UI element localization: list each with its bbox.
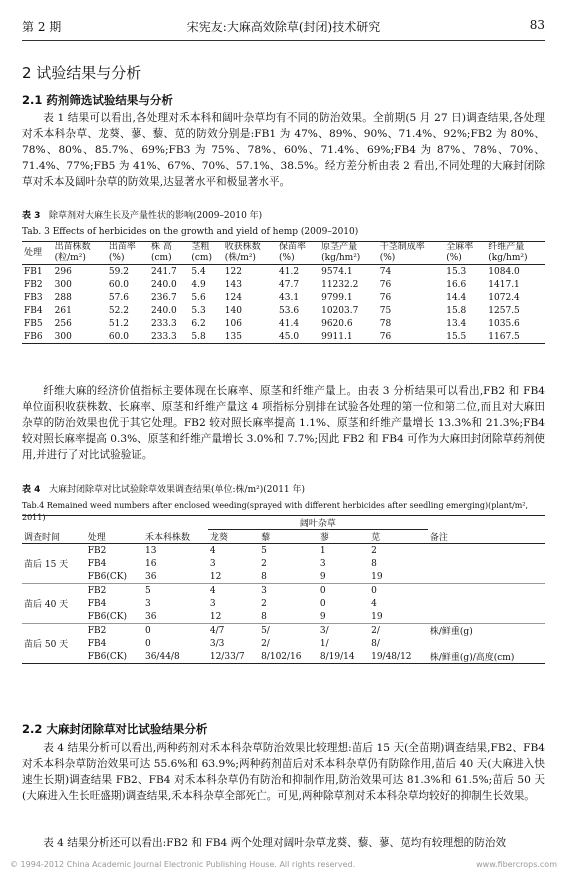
table4-cell: 2/ bbox=[261, 638, 270, 649]
table3-cell: 41.4 bbox=[279, 318, 300, 329]
table3-cell: 78 bbox=[379, 318, 392, 329]
issue-label: 第 2 期 bbox=[22, 20, 62, 34]
table4-cell bbox=[428, 570, 545, 584]
table3-cell: 59.2 bbox=[108, 266, 129, 277]
table3-col-header-label: 株 高 bbox=[151, 242, 172, 252]
table4-col-header: 备注 bbox=[429, 532, 448, 543]
table4-cell: 8/ bbox=[371, 638, 380, 649]
table4-cell: 19 bbox=[371, 611, 383, 622]
table4-col-header: 藜 bbox=[261, 533, 271, 543]
table3-cell: 5.6 bbox=[191, 292, 206, 303]
table3-cell: 106 bbox=[224, 318, 242, 329]
table4-cell: 19 bbox=[371, 571, 383, 582]
table4-cell: 4 bbox=[371, 598, 377, 609]
table3-col-header bbox=[149, 242, 189, 265]
table3-cell: 1035.6 bbox=[488, 318, 520, 329]
table4-caption-cn bbox=[22, 484, 545, 496]
table4-cell: 3 bbox=[144, 598, 151, 609]
copyright-footer bbox=[10, 860, 557, 869]
table3-title: 除草剂对大麻生长及产量性状的影响(2009–2010 年) bbox=[49, 211, 263, 221]
table4-cell: 2 bbox=[261, 598, 267, 609]
table3-cell: 296 bbox=[54, 266, 72, 277]
table4-cell: 16 bbox=[144, 558, 157, 569]
table-row bbox=[22, 265, 545, 279]
table4-cell: FB2 bbox=[87, 545, 107, 556]
table3-cell: 74 bbox=[379, 266, 392, 277]
table3-cell: 9574.1 bbox=[321, 266, 353, 277]
table4-cell: 12 bbox=[209, 571, 222, 582]
table4-cell: FB4 bbox=[87, 558, 107, 569]
copyright-text: © 1994-2012 China Academic Journal Electronic Publishing House. All rights reserved. bbox=[10, 860, 356, 869]
table3-header-row bbox=[22, 242, 545, 265]
table4-cell: 3 bbox=[209, 598, 216, 609]
table4-col-header: 处理 bbox=[87, 532, 106, 543]
table4-cell: FB6(CK) bbox=[87, 611, 127, 622]
table3-cell: 45.0 bbox=[279, 331, 300, 342]
table4-cell: FB6(CK) bbox=[87, 651, 127, 662]
table3-cell: 1257.5 bbox=[488, 305, 520, 316]
table4-cell: 36 bbox=[144, 571, 157, 582]
table3-col-header bbox=[53, 242, 107, 265]
table3-cell: 5.3 bbox=[191, 305, 206, 316]
table3-cell: 57.6 bbox=[108, 292, 129, 303]
table3-cell: FB5 bbox=[24, 318, 43, 329]
table3-cell: 256 bbox=[54, 318, 72, 329]
table3-cell: FB6 bbox=[24, 331, 43, 342]
table4-cell bbox=[428, 610, 545, 624]
table-row bbox=[22, 650, 545, 664]
table4-header-row bbox=[22, 530, 545, 544]
table4-cell: 2/ bbox=[371, 625, 380, 636]
table3-cell: 1167.5 bbox=[488, 331, 520, 342]
table4-cell: 12/33/7 bbox=[209, 651, 245, 662]
table4-cell: 13 bbox=[144, 545, 157, 556]
table4-cell: FB6(CK) bbox=[87, 571, 127, 582]
table3-col-header-unit: (cm) bbox=[191, 253, 212, 263]
table3-cell: 1072.4 bbox=[488, 292, 520, 303]
table3-cell: 10203.7 bbox=[321, 305, 359, 316]
table4-title: 大麻封闭除草对比试验除草效果调查结果(单位:株/m²)(2011 年) bbox=[49, 485, 306, 495]
table4-cell: FB4 bbox=[87, 638, 107, 649]
paragraph-3: 表 4 结果分析可以看出,两种药剂对禾本科杂草防治效果比较理想:苗后 15 天(全苗期)调查结果,FB2、FB4 对禾本科杂草防治效果可达 55.6%和 63.9%;两种药剂苗后对禾本科杂草仍有防除作用,苗后 40 天(大麻进入快速生长期)调查结果 FB2、FB4 对禾本科杂草仍有防治和抑制作用,防治效果可达 81.3%和 61.5%;苗后 50 天(大麻进入生长旺盛期)调查结果,禾本科杂草全部死亡。可见,两种除草剂对禾本科杂草均较好的抑制生长效果。 bbox=[22, 742, 545, 802]
table4-cell bbox=[428, 544, 545, 558]
table4-cell: 8 bbox=[261, 611, 267, 622]
table-row bbox=[22, 624, 545, 638]
table3-cell: 6.2 bbox=[191, 318, 206, 329]
table3-col-header-unit: (%) bbox=[108, 253, 125, 263]
table4-cell: FB2 bbox=[87, 625, 107, 636]
table3-col-header-unit: (kg/hm²) bbox=[488, 253, 528, 263]
table3-col-header-unit: (cm) bbox=[151, 253, 172, 263]
table3-body bbox=[22, 265, 545, 344]
table4-group-header-row bbox=[22, 516, 545, 530]
table3-col-header-label: 出苗株数 bbox=[54, 242, 91, 252]
table3-col-header-label: 收获株数 bbox=[224, 242, 261, 252]
table3-cell: FB4 bbox=[24, 305, 43, 316]
table4-col-header: 禾本科株数 bbox=[144, 532, 190, 543]
table-row bbox=[22, 637, 545, 650]
table-row bbox=[22, 317, 545, 330]
table4-cell: 12 bbox=[209, 611, 222, 622]
table4-cell: 3/ bbox=[319, 625, 329, 636]
table3-col-header bbox=[486, 242, 545, 265]
table3-col-header bbox=[223, 242, 277, 265]
table3-col-header bbox=[319, 242, 378, 265]
survey-time-cell: 苗后 50 天 bbox=[24, 640, 69, 650]
subsection-title-1: 2.1 药剂筛选试验结果与分析 bbox=[22, 93, 173, 107]
table3-cell: 5.4 bbox=[191, 266, 206, 277]
table3-col-header-label: 全麻率 bbox=[446, 242, 474, 252]
running-title: 宋宪友:大麻高效除草(封闭)技术研究 bbox=[186, 20, 381, 34]
table4-cell: 36/44/8 bbox=[144, 651, 180, 662]
table4-cell: 0 bbox=[319, 585, 326, 596]
table3-cell: 122 bbox=[224, 266, 242, 277]
table3-cell: 76 bbox=[379, 279, 392, 290]
table-row bbox=[22, 291, 545, 304]
table3-cell: 16.6 bbox=[446, 279, 467, 290]
table3-cell: 5.8 bbox=[191, 331, 206, 342]
table4-cell: 8 bbox=[371, 558, 377, 569]
table4-cell: 9 bbox=[319, 571, 326, 582]
table4-cell: FB2 bbox=[87, 585, 107, 596]
table4-cell: 0 bbox=[144, 638, 151, 649]
table4-cell: 2 bbox=[261, 558, 267, 569]
table3-cell: 15.3 bbox=[446, 266, 467, 277]
subsection-title-2: 2.2 大麻封闭除草对比试验结果分析 bbox=[22, 722, 208, 736]
table3-cell: 76 bbox=[379, 331, 392, 342]
table3-cell: 41.2 bbox=[279, 266, 300, 277]
table4-cell: 3/3 bbox=[209, 638, 225, 649]
table3-col-header-label: 纤维产量 bbox=[488, 242, 525, 252]
table-4 bbox=[22, 515, 545, 664]
table3-cell: 1417.1 bbox=[488, 279, 520, 290]
table4-cell: 1/ bbox=[319, 638, 329, 649]
table-row bbox=[22, 610, 545, 624]
table4-cell: 5/ bbox=[261, 625, 270, 636]
table-row bbox=[22, 544, 545, 558]
table-row bbox=[22, 584, 545, 598]
table4-cell: FB4 bbox=[87, 598, 107, 609]
table3-cell: 47.7 bbox=[279, 279, 300, 290]
table3-cell: 241.7 bbox=[151, 266, 177, 277]
table4-col-header: 蓼 bbox=[319, 533, 329, 543]
table4-cell: 0 bbox=[371, 585, 377, 596]
table3-caption-cn bbox=[22, 210, 545, 222]
table3-col-header-label: 干茎制成率 bbox=[379, 242, 425, 252]
table-row bbox=[22, 557, 545, 570]
table3-cell: 4.9 bbox=[191, 279, 206, 290]
table4-cell: 2 bbox=[371, 545, 377, 556]
table3-cell: 9911.1 bbox=[321, 331, 353, 342]
table3-cell: 143 bbox=[224, 279, 242, 290]
table3-cell: FB3 bbox=[24, 292, 43, 303]
table3-col-header-label: 保苗率 bbox=[279, 242, 307, 252]
table-row bbox=[22, 330, 545, 344]
table3-cell: 53.6 bbox=[279, 305, 300, 316]
table3-col-header bbox=[378, 242, 444, 265]
table4-cell bbox=[428, 597, 545, 610]
table4-cell: 8/102/16 bbox=[261, 651, 302, 662]
table4-cell: 9 bbox=[319, 611, 326, 622]
paragraph-2: 纤维大麻的经济价值指标主要体现在长麻率、原茎和纤维产量上。由表 3 分析结果可以看出,FB2 和 FB4 单位面积收获株数、长麻率、原茎和纤维产量这 4 项指标分别排在试验各处理的第一位和第二位,而且对大麻田杂草的防治效果也优于其它处理。FB2 较对照长麻率提高 1.1%、原茎和纤维产量增长 13.3%和 21.3%;FB4 较对照长麻率提高 0.3%、原茎和纤维产量增长 3.0%和 7.7%;因此 FB2 和 FB4 可作为大麻田封闭除草药剂使用,并进行了对比试验验证。 bbox=[22, 385, 545, 461]
table4-cell bbox=[428, 584, 545, 598]
table3-caption-en: Tab. 3 Effects of herbicides on the growth and yield of hemp (2009–2010) bbox=[22, 227, 359, 237]
table3-cell: 300 bbox=[54, 331, 72, 342]
table3-cell: 233.3 bbox=[151, 331, 177, 342]
table3-cell: 43.1 bbox=[279, 292, 300, 303]
paragraph-4: 表 4 结果分析还可以看出:FB2 和 FB4 两个处理对阔叶杂草龙葵、藜、蓼、苋均有较理想的防治效 bbox=[43, 837, 507, 849]
table3-col-header-unit: (株/m²) bbox=[224, 253, 256, 263]
table3-col-header-label: 茎粗 bbox=[191, 242, 210, 252]
table4-col-header: 龙葵 bbox=[209, 533, 228, 543]
table4-col-header: 调查时间 bbox=[24, 532, 61, 543]
table4-cell bbox=[428, 557, 545, 570]
table-3 bbox=[22, 241, 545, 344]
table3-col-header-unit: (%) bbox=[446, 253, 462, 263]
survey-time-cell: 苗后 15 天 bbox=[24, 560, 69, 570]
table4-cell: 株/鲜重(g) bbox=[429, 627, 473, 637]
table4-cell: 1 bbox=[319, 545, 326, 556]
table4-cell: 3 bbox=[261, 585, 267, 596]
table3-cell: 14.4 bbox=[446, 292, 467, 303]
table3-col-header-label: 出苗率 bbox=[108, 242, 136, 252]
table3-col-header bbox=[444, 242, 486, 265]
table3-cell: 240.0 bbox=[151, 305, 177, 316]
table4-cell: 5 bbox=[261, 545, 267, 556]
table3-cell: 1084.0 bbox=[488, 266, 520, 277]
table4-label: 表 4 bbox=[22, 485, 41, 495]
table-row bbox=[22, 304, 545, 317]
table3-cell: 240.0 bbox=[151, 279, 177, 290]
table3-cell: 288 bbox=[54, 292, 72, 303]
table3-col-header-label: 处理 bbox=[24, 247, 43, 258]
table4-cell: 4/7 bbox=[209, 625, 225, 636]
table3-col-header bbox=[107, 242, 149, 265]
table4-col-header: 苋 bbox=[371, 533, 381, 543]
page-number: 83 bbox=[529, 18, 545, 32]
table3-col-header-unit: (%) bbox=[379, 253, 396, 263]
table4-cell bbox=[428, 637, 545, 650]
table3-col-header bbox=[22, 242, 53, 265]
table3-cell: 140 bbox=[224, 305, 242, 316]
table4-cell: 3 bbox=[319, 558, 326, 569]
table3-cell: 9799.1 bbox=[321, 292, 353, 303]
table3-cell: 9620.6 bbox=[321, 318, 353, 329]
table3-cell: 60.0 bbox=[108, 279, 129, 290]
table3-cell: FB2 bbox=[24, 279, 43, 290]
table3-label: 表 3 bbox=[22, 211, 41, 221]
table3-col-header bbox=[189, 242, 222, 265]
table3-cell: 15.5 bbox=[446, 331, 467, 342]
table4-cell: 36 bbox=[144, 611, 157, 622]
table3-cell: 11232.2 bbox=[321, 279, 359, 290]
table4-cell: 19/48/12 bbox=[371, 651, 412, 662]
table3-cell: 52.2 bbox=[108, 305, 129, 316]
section-title: 2 试验结果与分析 bbox=[22, 64, 142, 82]
table4-caption-en: Tab.4 Remained weed numbers after enclosed weeding(sprayed with different herbicides after seedling emerging)(plant/m², 2011) bbox=[22, 501, 529, 522]
table3-cell: 261 bbox=[54, 305, 72, 316]
table4-cell: 4 bbox=[209, 585, 216, 596]
table3-col-header-unit: (粒/m²) bbox=[54, 253, 86, 263]
table3-col-header-unit: (kg/hm²) bbox=[321, 253, 361, 263]
running-header bbox=[22, 18, 545, 36]
table3-col-header-label: 原茎产量 bbox=[321, 242, 358, 252]
table3-cell: FB1 bbox=[24, 266, 43, 277]
table4-cell: 5 bbox=[144, 585, 151, 596]
table3-cell: 233.3 bbox=[151, 318, 177, 329]
table4-cell: 8/19/14 bbox=[319, 651, 355, 662]
paragraph-1: 表 1 结果可以看出,各处理对禾本科和阔叶杂草均有不同的防治效果。全前期(5 月 27 日)调查结果,各处理对禾本科杂草、龙葵、蓼、藜、苋的防效分别是:FB1 为 47%、89%、90%、71.4%、92%;FB2 为 80%、78%、80%、85.7%、69%;FB3 为 75%、78%、60%、71.4%、69%;FB4 为 87%、78%、70%、71.4%、77%;FB5 为 41%、67%、70%、57.1%、38.5%。经方差分析由表 2 看出,不同处理的大麻封闭除草对禾本及阔叶杂草的防效果,达显著水平和极显著水平。 bbox=[22, 112, 545, 188]
table3-cell: 15.8 bbox=[446, 305, 467, 316]
survey-time-cell: 苗后 40 天 bbox=[24, 600, 69, 610]
table4-cell: 8 bbox=[261, 571, 267, 582]
header-rule bbox=[22, 40, 545, 41]
table-row bbox=[22, 597, 545, 610]
table3-cell: 135 bbox=[224, 331, 242, 342]
table3-col-header-unit: (%) bbox=[279, 253, 295, 263]
table4-cell: 3 bbox=[209, 558, 216, 569]
table3-cell: 13.4 bbox=[446, 318, 467, 329]
table4-cell: 0 bbox=[144, 625, 151, 636]
table3-cell: 236.7 bbox=[151, 292, 177, 303]
table-row bbox=[22, 278, 545, 291]
table-row bbox=[22, 570, 545, 584]
table3-col-header bbox=[277, 242, 319, 265]
broadleaf-weeds-header: 阔叶杂草 bbox=[208, 516, 428, 530]
table3-cell: 76 bbox=[379, 292, 392, 303]
table4-body bbox=[22, 544, 545, 664]
table4-cell: 4 bbox=[209, 545, 216, 556]
table4-cell: 0 bbox=[319, 598, 326, 609]
table4-cell: 株/鲜重(g)/高度(cm) bbox=[429, 653, 515, 663]
table3-cell: 300 bbox=[54, 279, 72, 290]
website-watermark: www.fibercrops.com bbox=[476, 860, 557, 869]
table3-cell: 51.2 bbox=[108, 318, 129, 329]
table3-cell: 75 bbox=[379, 305, 392, 316]
table3-cell: 124 bbox=[224, 292, 242, 303]
table3-cell: 60.0 bbox=[108, 331, 129, 342]
